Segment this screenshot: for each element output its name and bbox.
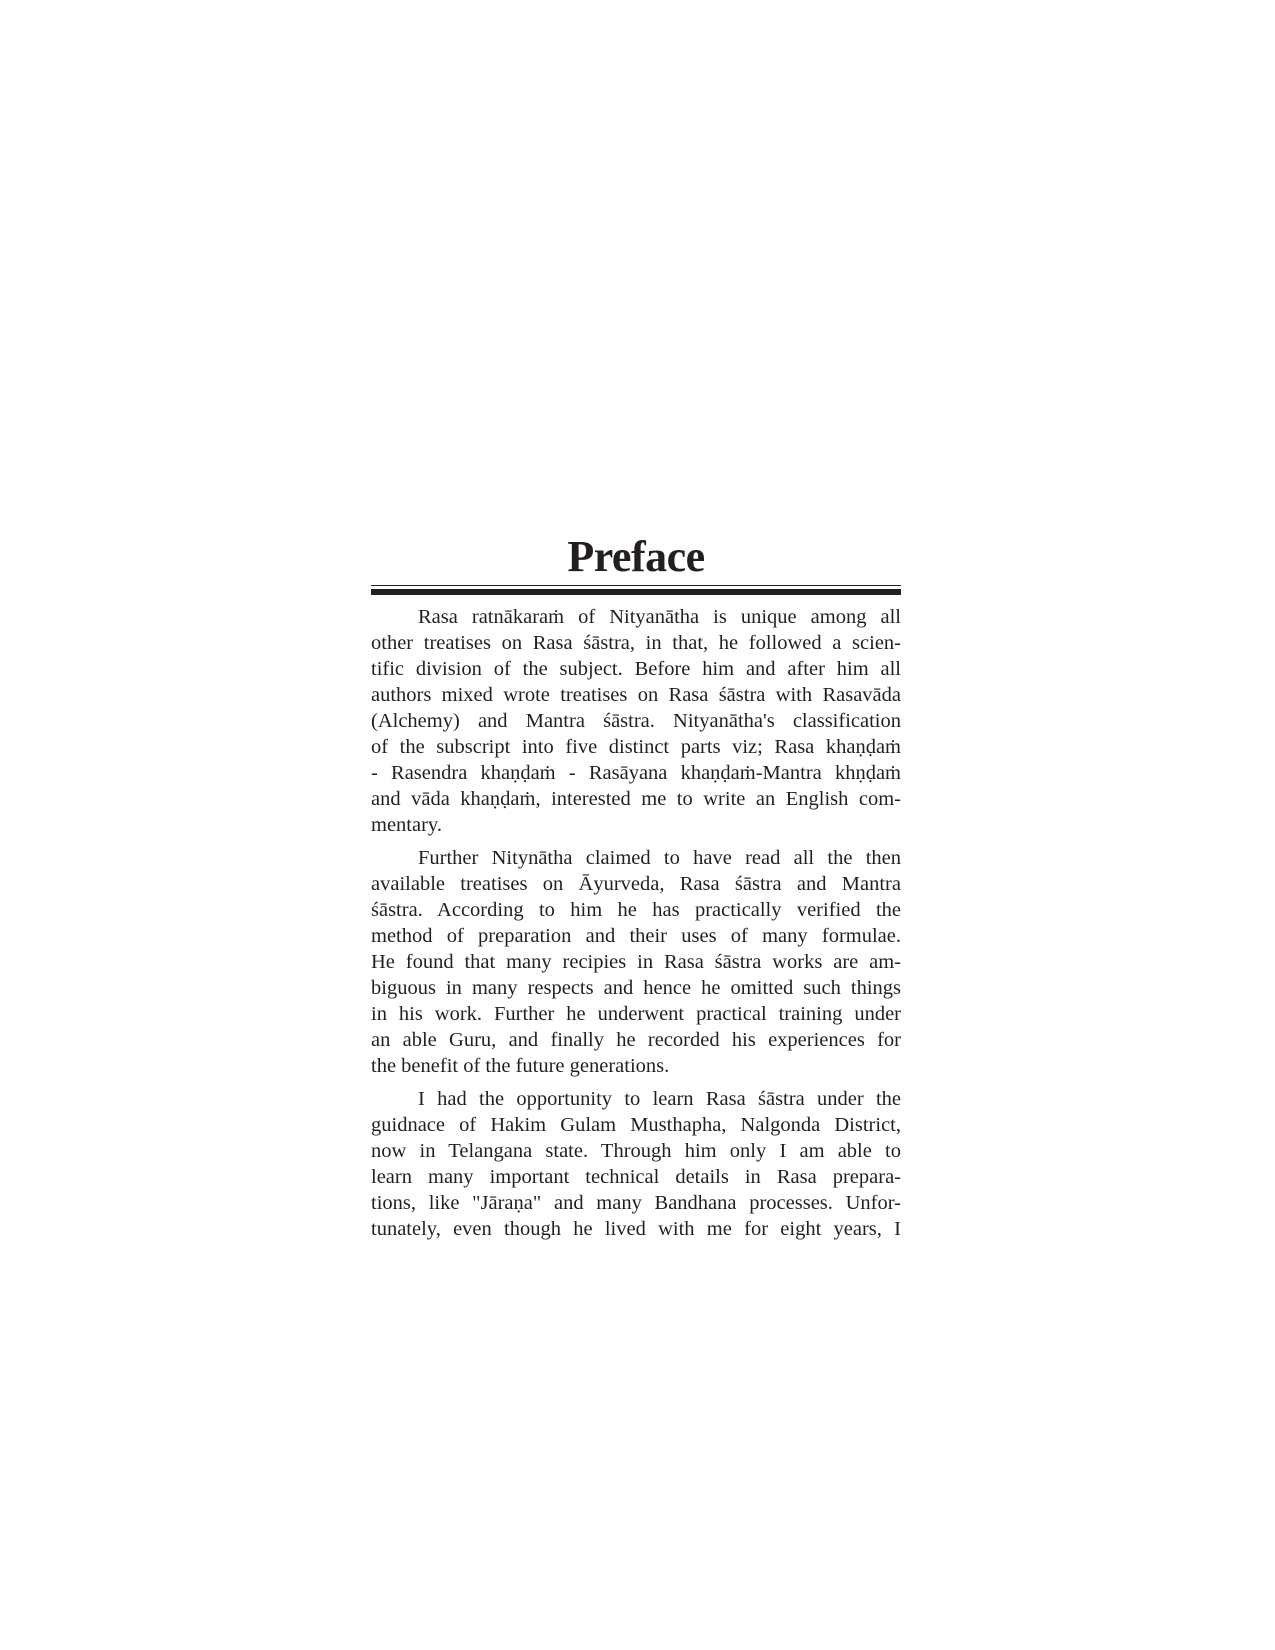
text-line: learn many important technical details in Rasa prepara-	[371, 1166, 901, 1188]
text-line: biguous in many respects and hence he omitted such things	[371, 977, 901, 999]
text-line: now in Telangana state. Through him only I am able to	[371, 1140, 901, 1162]
text-line: authors mixed wrote treatises on Rasa śāstra with Rasavāda	[371, 684, 901, 706]
rule-thick-line	[371, 589, 901, 595]
text-line: the benefit of the future generations.	[371, 1055, 670, 1077]
text-line: Further Nitynātha claimed to have read all the then	[418, 847, 901, 869]
text-line: Rasa ratnākaraṁ of Nityanātha is unique among all	[418, 606, 901, 628]
text-line: tific division of the subject. Before him and after him all	[371, 658, 901, 680]
text-line: mentary.	[371, 814, 442, 836]
text-line: (Alchemy) and Mantra śāstra. Nityanātha's classification	[371, 710, 901, 732]
text-line: tunately, even though he lived with me for eight years, I	[371, 1218, 901, 1240]
paragraph	[371, 604, 901, 838]
body-text	[371, 604, 901, 1242]
text-line: method of preparation and their uses of many formulae.	[371, 925, 901, 947]
text-line: I had the opportunity to learn Rasa śāstra under the	[418, 1088, 901, 1110]
text-line: in his work. Further he underwent practical training under	[371, 1003, 901, 1025]
preface-content	[371, 532, 901, 1249]
title-double-rule	[371, 585, 901, 595]
text-line: He found that many recipies in Rasa śāstra works are am-	[371, 951, 901, 973]
text-line: - Rasendra khaṇḍaṁ - Rasāyana khaṇḍaṁ-Mantra khṇḍaṁ	[371, 762, 901, 784]
text-line: and vāda khaṇḍaṁ, interested me to write an English com-	[371, 788, 901, 810]
text-line: an able Guru, and finally he recorded his experiences for	[371, 1029, 901, 1051]
paragraph	[371, 845, 901, 1079]
text-line: other treatises on Rasa śāstra, in that, he followed a scien-	[371, 632, 901, 654]
text-line: of the subscript into five distinct parts viz; Rasa khaṇḍaṁ	[371, 736, 901, 758]
text-line: available treatises on Āyurveda, Rasa śāstra and Mantra	[371, 873, 901, 895]
text-line: tions, like "Jāraṇa" and many Bandhana processes. Unfor-	[371, 1192, 901, 1214]
paragraph	[371, 1086, 901, 1242]
text-line: śāstra. According to him he has practically verified the	[371, 899, 901, 921]
text-line: guidnace of Hakim Gulam Musthapha, Nalgonda District,	[371, 1114, 901, 1136]
page-title: Preface	[567, 532, 705, 581]
